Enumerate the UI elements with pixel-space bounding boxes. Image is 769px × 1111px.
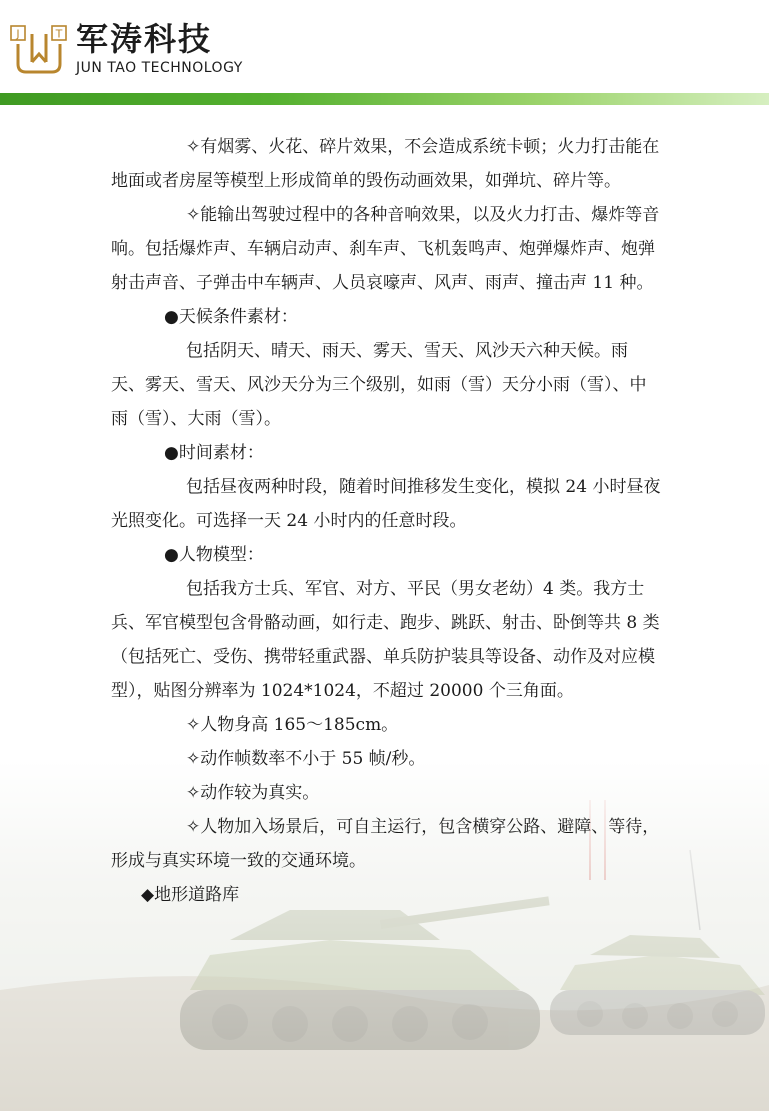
heading-terrain: ◆地形道路库 — [141, 885, 240, 905]
logo-letter-t: T — [55, 27, 63, 41]
logo-letter-j: J — [16, 27, 20, 41]
spec-framerate: ✧动作帧数率不小于 55 帧/秒。 — [186, 749, 426, 769]
header-green-band — [0, 93, 769, 105]
heading-people: ●人物模型： — [164, 545, 264, 565]
document-body — [111, 130, 661, 912]
spec-autonomy: ✧人物加入场景后，可自主运行，包含横穿公路、避障、等待，形成与真实环境一致的交通环境。 — [111, 817, 660, 871]
spec-realism: ✧动作较为真实。 — [186, 783, 320, 803]
paragraph-people: 包括我方士兵、军官、对方、平民（男女老幼）4 类。我方士兵、军官模型包含骨骼动画，如行走、跑步、跳跃、射击、卧倒等共 8 类（包括死亡、受伤、携带轻重武器、单兵防护装具等设备、动作及对应模型），贴图分辨率为 1024*1024，不超过 20000 个三角面。 — [111, 579, 660, 701]
paragraph-weather: 包括阴天、晴天、雨天、雾天、雪天、风沙天六种天候。雨天、雾天、雪天、风沙天分为三个级别，如雨（雪）天分小雨（雪）、中雨（雪）、大雨（雪）。 — [111, 341, 647, 429]
heading-weather: ●天候条件素材： — [164, 307, 298, 327]
paragraph-time: 包括昼夜两种时段，随着时间推移发生变化，模拟 24 小时昼夜光照变化。可选择一天 24 小时内的任意时段。 — [111, 477, 661, 531]
brand-name-chinese: 军涛科技 — [76, 20, 213, 58]
page-header — [0, 0, 769, 105]
paragraph-audio: ✧能输出驾驶过程中的各种音响效果，以及火力打击、爆炸等音响。包括爆炸声、车辆启动声、刹车声、飞机轰鸣声、炮弹爆炸声、炮弹射击声音、子弹击中车辆声、人员哀嚎声、风声、雨声、撞击声 11 种。 — [111, 205, 660, 293]
brand-name-english: JUN TAO TECHNOLOGY — [76, 60, 243, 76]
company-logo-icon — [10, 24, 68, 76]
heading-time: ●时间素材： — [164, 443, 264, 463]
paragraph-effects: ✧有烟雾、火花、碎片效果，不会造成系统卡顿；火力打击能在地面或者房屋等模型上形成简单的毁伤动画效果，如弹坑、碎片等。 — [111, 137, 660, 191]
spec-height: ✧人物身高 165～185cm。 — [186, 715, 399, 735]
